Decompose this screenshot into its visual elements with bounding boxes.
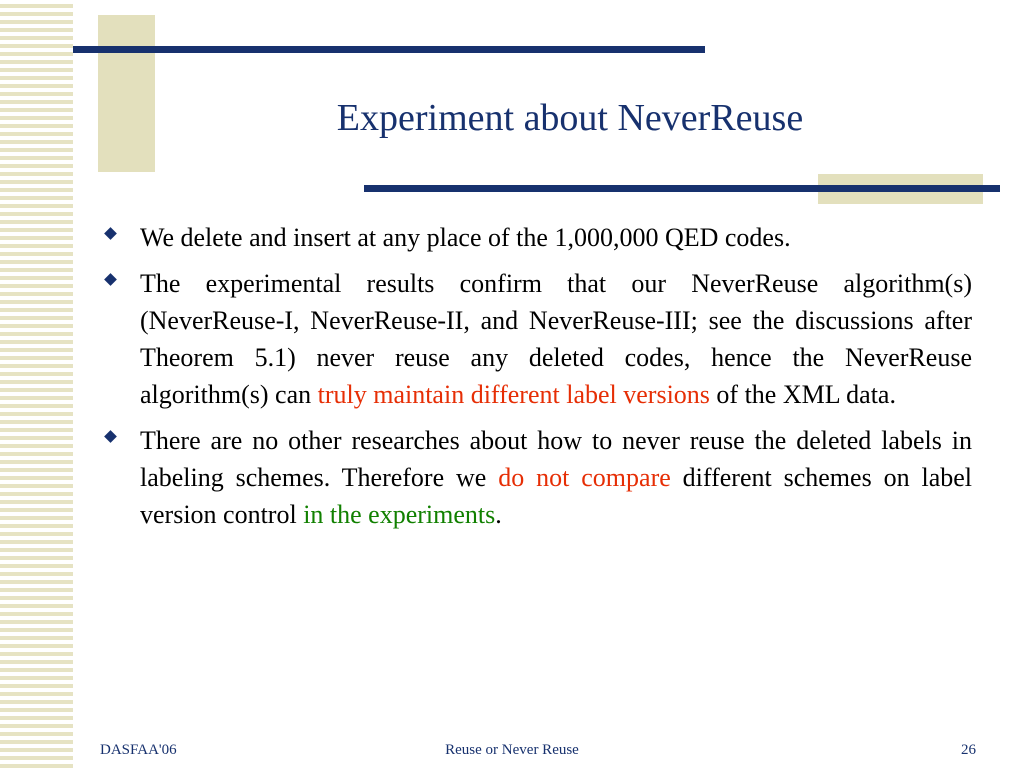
bullet-text-tail: of the XML data. <box>709 380 896 409</box>
bullet-item-2 <box>106 265 972 413</box>
bullet-text: The experimental results confirm that our NeverReuse algorithm(s) (NeverReuse-I, NeverReuse-II, and NeverReuse-III; see the discussions after Theorem 5.1) never reuse any deleted codes, hence the NeverReuse algorithm(s) can <box>140 269 972 409</box>
bullet-text-middle: different schemes on label version control <box>140 463 973 529</box>
footer-title: Reuse or Never Reuse <box>445 742 579 758</box>
highlight-red-text: truly maintain different label versions <box>317 380 710 409</box>
footer-conference: DASFAA'06 <box>100 742 177 758</box>
bullet-list <box>106 219 972 542</box>
footer-page-number: 26 <box>961 742 976 758</box>
slide-title: Experiment about NeverReuse <box>336 97 804 139</box>
decorative-block-top <box>98 15 155 172</box>
bullet-text: We delete and insert at any place of the 1,000,000 QED codes. <box>140 223 791 252</box>
bullet-text: There are no other researches about how to never reuse the deleted labels in labeling schemes. Therefore we <box>140 426 972 492</box>
decorative-line-right <box>364 185 1000 192</box>
bullet-item-1 <box>106 219 972 256</box>
decorative-stripes <box>0 0 73 768</box>
diamond-bullet-icon <box>104 430 117 443</box>
decorative-line-top <box>73 46 705 53</box>
highlight-red-text: do not compare <box>498 463 671 492</box>
diamond-bullet-icon <box>104 273 117 286</box>
bullet-item-3 <box>106 422 972 533</box>
diamond-bullet-icon <box>104 227 117 240</box>
highlight-green-text: in the experiments <box>303 500 496 529</box>
bullet-text-tail: . <box>495 500 502 529</box>
